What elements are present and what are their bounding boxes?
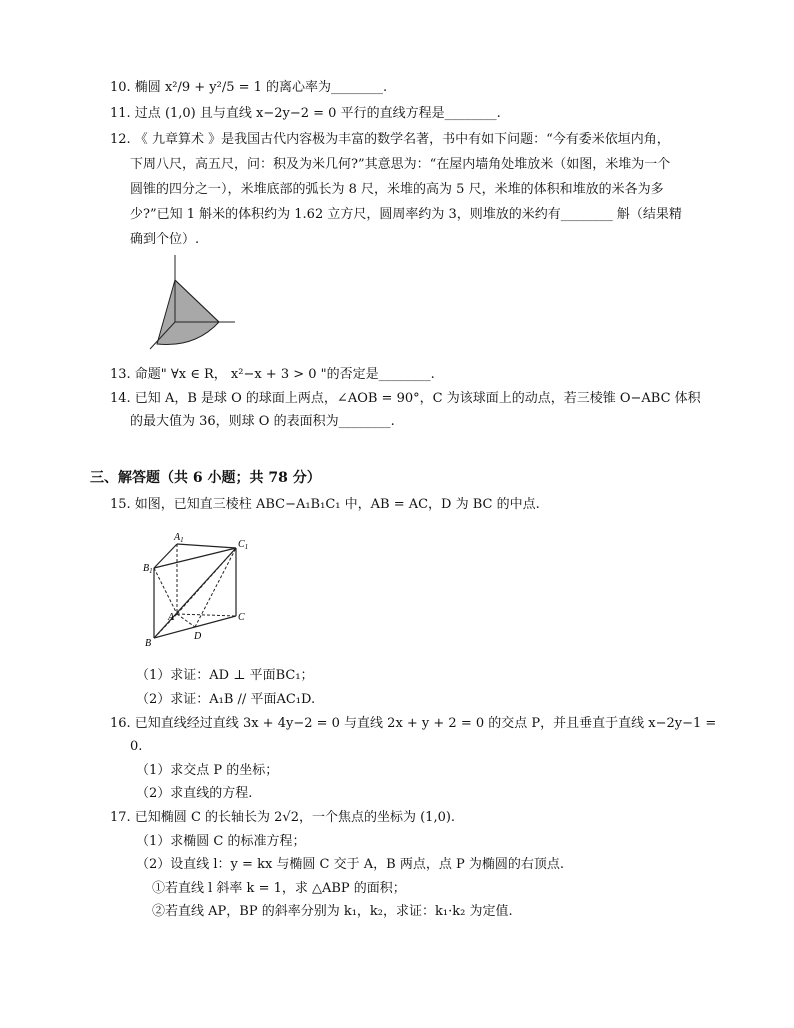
rice-pile-figure [145,252,245,352]
question-14-line-1: 14. 已知 A，B 是球 O 的球面上两点，∠AOB = 90°，C 为该球面上的动点，若三棱锥 O−ABC 体积 [110,391,701,406]
question-16-part-1: （1）求交点 P 的坐标； [136,763,279,778]
question-10: 10. 椭圆 x²/9 + y²/5 = 1 的离心率为________. [110,80,388,95]
question-17-stem: 17. 已知椭圆 C 的长轴长为 2√2，一个焦点的坐标为 (1,0). [110,810,456,825]
question-14-line-2: 的最大值为 36，则球 O 的表面积为________. [130,414,395,429]
question-17-sub-2: ②若直线 AP，BP 的斜率分别为 k₁，k₂，求证：k₁·k₂ 为定值. [152,904,513,919]
question-11: 11. 过点 (1,0) 且与直线 x−2y−2 = 0 平行的直线方程是________. [110,106,501,121]
question-16-line-2: 0. [130,739,143,754]
label-a: A [168,612,175,623]
question-12-line-1: 12. 《 九章算术 》是我国古代内容极为丰富的数学名著，书中有如下问题：“今有委米依垣内角， [110,132,670,147]
question-17-part-1: （1）求椭圆 C 的标准方程； [136,834,306,849]
prism-figure [140,528,255,648]
question-12-line-5: 确到个位）. [130,232,200,247]
label-b1: $B_1$ [143,563,153,575]
question-17-sub-1: ①若直线 l 斜率 k = 1，求 △ABP 的面积； [152,881,406,896]
question-12-line-3: 圆锥的四分之一），米堆底部的弧长为 8 尺，米堆的高为 5 尺，米堆的体积和堆放的米各为多 [130,182,664,197]
label-b: B [145,638,152,648]
question-15-stem: 15. 如图，已知直三棱柱 ABC−A₁B₁C₁ 中，AB = AC，D 为 BC 的中点. [110,497,540,512]
question-17-part-2: （2）设直线 l：y = kx 与椭圆 C 交于 A，B 两点，点 P 为椭圆的右顶点. [136,857,564,872]
question-15-part-1: （1）求证：AD ⊥ 平面BC₁； [136,668,314,683]
section-heading: 三、解答题（共 6 小题；共 78 分） [90,470,321,486]
label-a1: $A_1$ [174,532,184,544]
question-16-line-1: 16. 已知直线经过直线 3x + 4y−2 = 0 与直线 2x + y + 2 = 0 的交点 P，并且垂直于直线 x−2y−1 = [110,716,717,731]
label-c: C [238,612,245,623]
question-12-line-4: 少?”已知 1 斛米的体积约为 1.62 立方尺，圆周率约为 3，则堆放的米约有________ 斛（结果精 [130,207,682,222]
label-c1: $C_1$ [238,539,249,551]
question-13: 13. 命题" ∀x ∈ R， x²−x + 3 > 0 "的否定是________. [110,367,435,382]
question-15-part-2: （2）求证：A₁B // 平面AC₁D. [136,692,316,707]
question-16-part-2: （2）求直线的方程. [136,786,253,801]
question-12-line-2: 下周八尺，高五尺，问：积及为米几何?”其意思为：“在屋内墙角处堆放米（如图，米堆为一个 [130,157,671,172]
label-d: D [194,631,202,642]
